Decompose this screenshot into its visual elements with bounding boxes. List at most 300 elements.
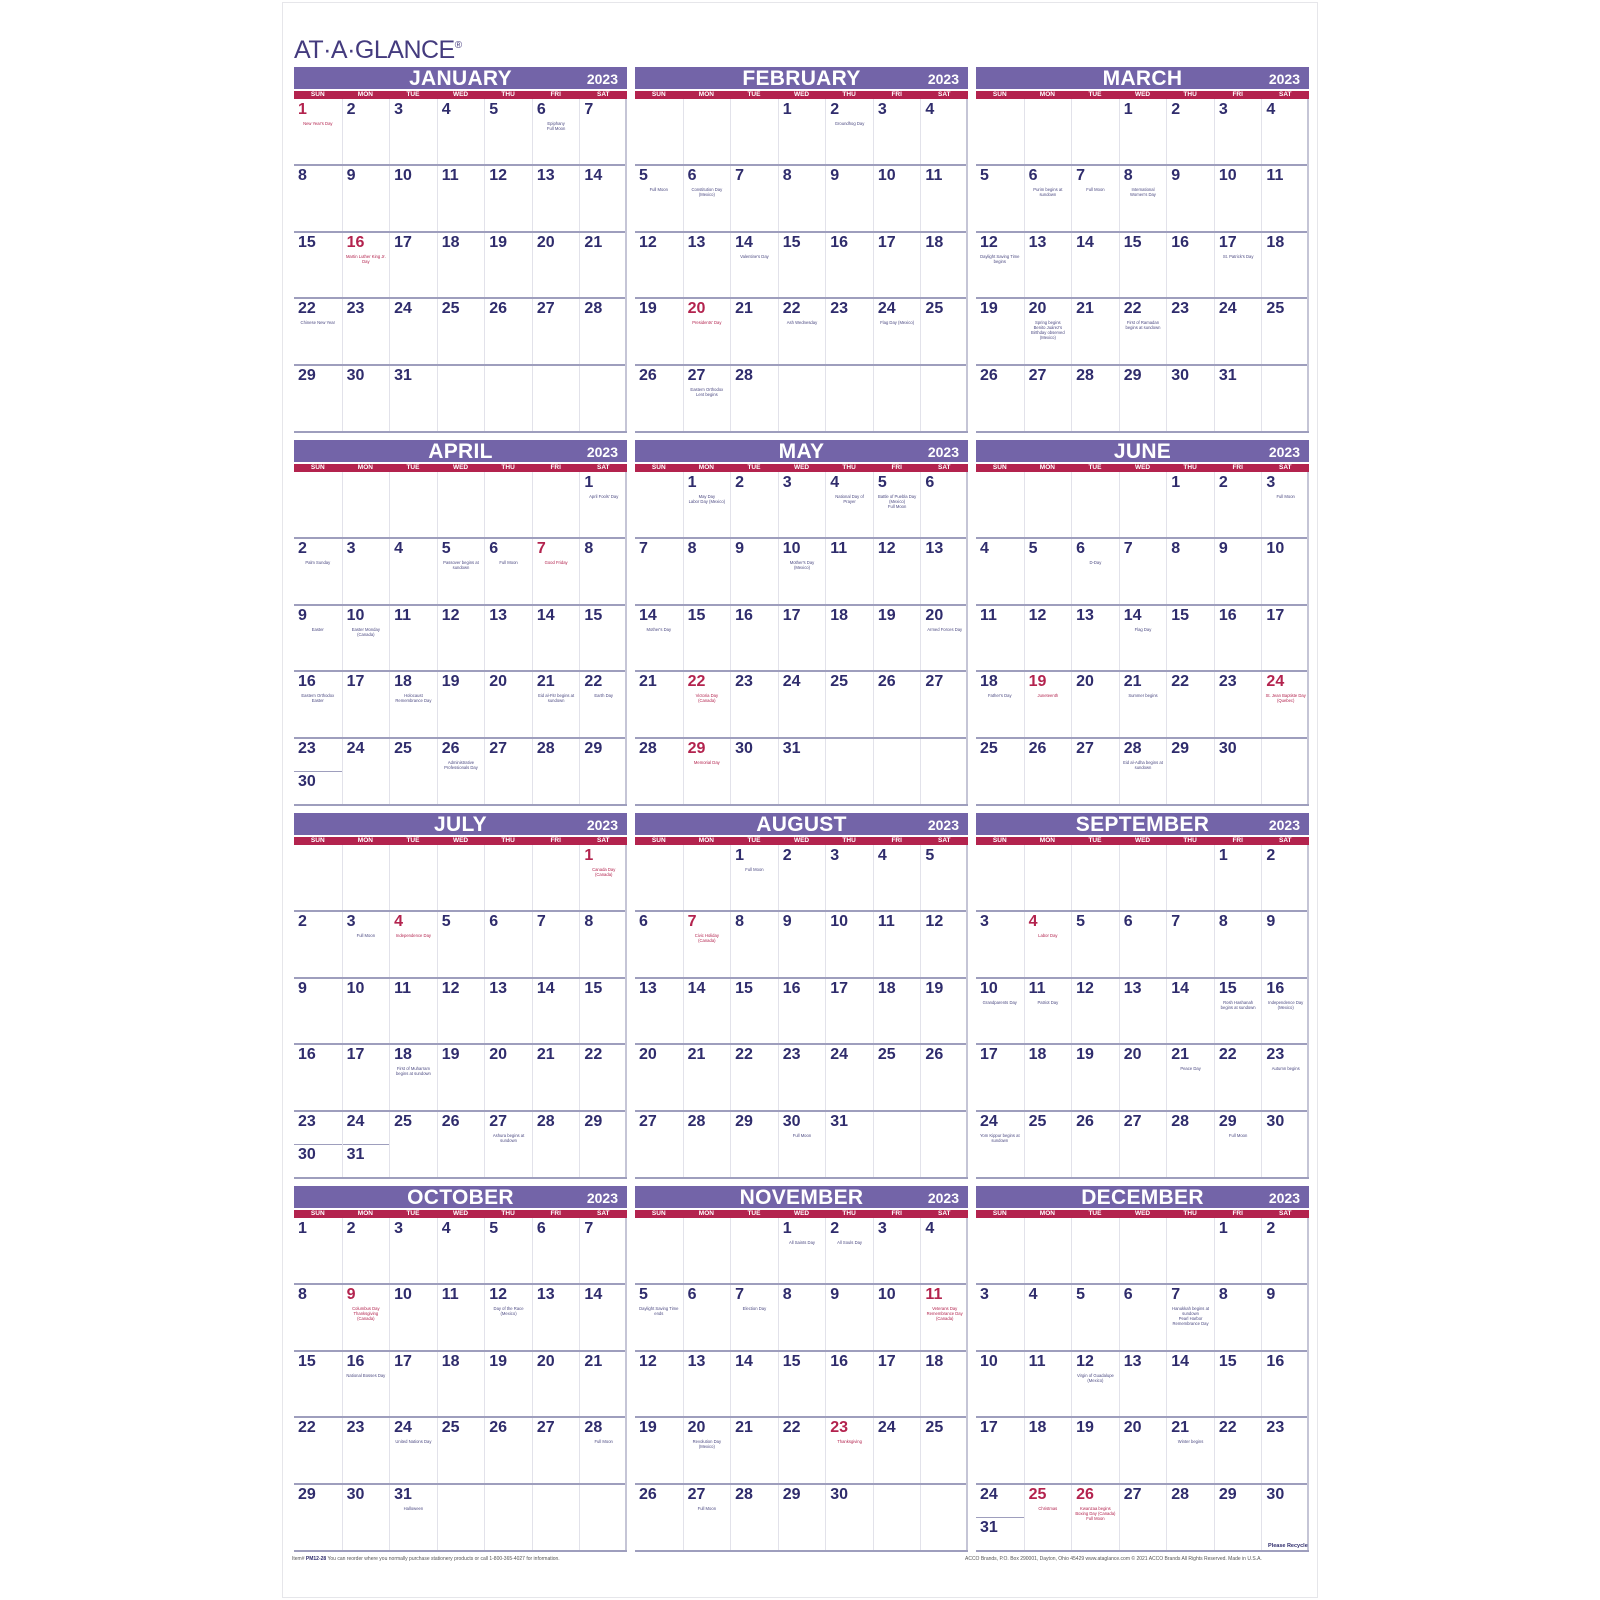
day-cell[interactable] — [579, 738, 627, 804]
day-cell[interactable] — [389, 978, 437, 1044]
day-cell[interactable] — [294, 1044, 342, 1110]
day-cell[interactable] — [1261, 99, 1309, 165]
day-cell[interactable] — [976, 538, 1024, 604]
day-cell[interactable] — [1166, 605, 1214, 671]
day-cell[interactable] — [873, 99, 921, 165]
day-cell[interactable] — [1024, 978, 1072, 1044]
day-cell[interactable] — [294, 1284, 342, 1350]
day-cell[interactable] — [1214, 1111, 1262, 1177]
day-cell[interactable] — [342, 298, 390, 364]
day-cell[interactable] — [730, 472, 778, 538]
day-cell[interactable] — [389, 472, 437, 538]
day-cell[interactable] — [1214, 298, 1262, 364]
day-cell[interactable] — [778, 1351, 826, 1417]
day-cell[interactable] — [778, 671, 826, 737]
day-cell[interactable] — [484, 1417, 532, 1483]
day-cell[interactable] — [825, 978, 873, 1044]
day-cell[interactable] — [484, 232, 532, 298]
day-cell[interactable] — [342, 1044, 390, 1110]
day-cell[interactable] — [389, 1484, 437, 1550]
day-cell[interactable] — [1119, 232, 1167, 298]
day-cell[interactable] — [976, 845, 1024, 911]
day-cell[interactable] — [976, 1111, 1024, 1177]
day-cell[interactable] — [1119, 1351, 1167, 1417]
day-cell[interactable] — [294, 738, 342, 804]
day-cell[interactable] — [1024, 472, 1072, 538]
day-cell[interactable] — [778, 165, 826, 231]
day-cell[interactable] — [389, 845, 437, 911]
day-cell[interactable] — [1024, 232, 1072, 298]
day-cell[interactable] — [1071, 1044, 1119, 1110]
day-cell[interactable] — [1119, 472, 1167, 538]
day-cell[interactable] — [1119, 538, 1167, 604]
day-cell[interactable] — [683, 605, 731, 671]
day-cell[interactable] — [635, 1484, 683, 1550]
day-cell[interactable] — [389, 671, 437, 737]
day-cell[interactable] — [1214, 671, 1262, 737]
day-cell[interactable] — [579, 845, 627, 911]
day-cell[interactable] — [730, 911, 778, 977]
day-cell[interactable] — [389, 365, 437, 431]
day-cell[interactable] — [294, 538, 342, 604]
day-cell[interactable] — [683, 845, 731, 911]
day-cell[interactable] — [484, 1284, 532, 1350]
day-cell[interactable] — [1261, 1284, 1309, 1350]
day-cell[interactable] — [437, 298, 485, 364]
day-cell[interactable] — [1071, 472, 1119, 538]
day-cell[interactable] — [778, 538, 826, 604]
day-cell[interactable] — [976, 232, 1024, 298]
day-cell[interactable] — [920, 1284, 968, 1350]
day-cell[interactable] — [579, 1284, 627, 1350]
day-cell[interactable] — [1214, 1218, 1262, 1284]
day-cell[interactable] — [532, 1218, 580, 1284]
day-cell[interactable] — [532, 978, 580, 1044]
day-cell[interactable] — [1214, 1284, 1262, 1350]
day-cell[interactable] — [1024, 1484, 1072, 1550]
day-cell[interactable] — [579, 232, 627, 298]
day-cell[interactable] — [1071, 1218, 1119, 1284]
day-cell[interactable] — [1071, 738, 1119, 804]
day-cell[interactable] — [294, 1218, 342, 1284]
day-cell[interactable] — [778, 1044, 826, 1110]
day-cell[interactable] — [579, 365, 627, 431]
day-cell[interactable] — [1071, 1417, 1119, 1483]
day-cell[interactable] — [920, 1218, 968, 1284]
day-cell[interactable] — [976, 1284, 1024, 1350]
day-cell[interactable] — [437, 1284, 485, 1350]
day-cell[interactable] — [683, 365, 731, 431]
day-cell[interactable] — [389, 1417, 437, 1483]
day-cell[interactable] — [873, 1484, 921, 1550]
day-cell[interactable] — [1119, 978, 1167, 1044]
day-cell[interactable] — [579, 671, 627, 737]
day-cell[interactable] — [1024, 1284, 1072, 1350]
day-cell[interactable] — [976, 472, 1024, 538]
day-cell[interactable] — [635, 1218, 683, 1284]
day-cell[interactable] — [730, 232, 778, 298]
day-cell[interactable] — [389, 298, 437, 364]
day-cell[interactable] — [1071, 911, 1119, 977]
day-cell[interactable] — [579, 165, 627, 231]
day-cell[interactable] — [683, 99, 731, 165]
day-cell[interactable] — [1166, 978, 1214, 1044]
day-cell[interactable] — [437, 1351, 485, 1417]
day-cell[interactable] — [342, 738, 390, 804]
day-cell[interactable] — [778, 232, 826, 298]
day-cell[interactable] — [1261, 1484, 1309, 1550]
day-cell[interactable] — [1166, 232, 1214, 298]
day-cell[interactable] — [976, 99, 1024, 165]
day-cell[interactable] — [342, 671, 390, 737]
day-cell[interactable] — [635, 738, 683, 804]
day-cell[interactable] — [873, 232, 921, 298]
day-cell[interactable] — [730, 845, 778, 911]
day-cell[interactable] — [976, 1218, 1024, 1284]
day-cell[interactable] — [532, 911, 580, 977]
day-cell[interactable] — [1071, 1284, 1119, 1350]
day-cell[interactable] — [389, 1111, 437, 1177]
day-cell[interactable] — [437, 1111, 485, 1177]
day-cell[interactable] — [1261, 1044, 1309, 1110]
day-cell[interactable] — [873, 472, 921, 538]
day-cell[interactable] — [730, 365, 778, 431]
day-cell[interactable] — [294, 232, 342, 298]
day-cell[interactable] — [873, 1284, 921, 1350]
day-cell[interactable] — [635, 605, 683, 671]
day-cell[interactable] — [683, 1417, 731, 1483]
day-cell[interactable] — [342, 1218, 390, 1284]
day-cell[interactable] — [1119, 1111, 1167, 1177]
day-cell[interactable] — [635, 978, 683, 1044]
day-cell[interactable] — [484, 605, 532, 671]
day-cell[interactable] — [825, 738, 873, 804]
day-cell[interactable] — [976, 978, 1024, 1044]
day-cell[interactable] — [389, 1044, 437, 1110]
day-cell[interactable] — [1214, 538, 1262, 604]
day-cell[interactable] — [1071, 538, 1119, 604]
day-cell[interactable] — [635, 671, 683, 737]
day-cell[interactable] — [484, 1218, 532, 1284]
day-cell[interactable] — [484, 978, 532, 1044]
day-cell[interactable] — [1024, 165, 1072, 231]
day-cell[interactable] — [635, 365, 683, 431]
day-cell[interactable] — [730, 538, 778, 604]
day-cell[interactable] — [1261, 365, 1309, 431]
day-cell[interactable] — [1071, 232, 1119, 298]
day-cell[interactable] — [437, 165, 485, 231]
day-cell[interactable] — [1214, 1351, 1262, 1417]
day-cell[interactable] — [873, 538, 921, 604]
day-cell[interactable] — [730, 298, 778, 364]
day-cell[interactable] — [1261, 605, 1309, 671]
day-cell[interactable] — [920, 978, 968, 1044]
day-cell[interactable] — [873, 365, 921, 431]
day-cell[interactable] — [579, 1417, 627, 1483]
day-cell[interactable] — [635, 1417, 683, 1483]
day-cell[interactable] — [920, 472, 968, 538]
day-cell[interactable] — [1119, 1417, 1167, 1483]
day-cell[interactable] — [683, 232, 731, 298]
day-cell[interactable] — [683, 1284, 731, 1350]
day-cell[interactable] — [976, 365, 1024, 431]
day-cell[interactable] — [437, 1218, 485, 1284]
day-cell[interactable] — [579, 605, 627, 671]
day-cell[interactable] — [532, 365, 580, 431]
day-cell[interactable] — [1024, 1351, 1072, 1417]
day-cell[interactable] — [683, 298, 731, 364]
day-cell[interactable] — [484, 738, 532, 804]
day-cell[interactable] — [778, 1284, 826, 1350]
day-cell[interactable] — [1166, 1417, 1214, 1483]
day-cell[interactable] — [1071, 1484, 1119, 1550]
day-cell[interactable] — [1119, 1484, 1167, 1550]
day-cell[interactable] — [635, 1351, 683, 1417]
day-cell[interactable] — [1119, 165, 1167, 231]
day-cell[interactable] — [1166, 165, 1214, 231]
day-cell[interactable] — [1024, 298, 1072, 364]
day-cell[interactable] — [1071, 365, 1119, 431]
day-cell[interactable] — [579, 1218, 627, 1284]
day-cell[interactable] — [683, 1044, 731, 1110]
day-cell[interactable] — [1261, 845, 1309, 911]
day-cell[interactable] — [873, 738, 921, 804]
day-cell[interactable] — [1024, 1044, 1072, 1110]
day-cell[interactable] — [342, 605, 390, 671]
day-cell[interactable] — [1166, 1284, 1214, 1350]
day-cell[interactable] — [1214, 738, 1262, 804]
day-cell[interactable] — [873, 671, 921, 737]
day-cell[interactable] — [825, 538, 873, 604]
day-cell[interactable] — [683, 538, 731, 604]
day-cell[interactable] — [1166, 1218, 1214, 1284]
day-cell[interactable] — [825, 1484, 873, 1550]
day-cell[interactable] — [1261, 232, 1309, 298]
day-cell[interactable] — [976, 911, 1024, 977]
day-cell[interactable] — [294, 605, 342, 671]
day-cell[interactable] — [437, 1044, 485, 1110]
day-cell[interactable] — [873, 1218, 921, 1284]
day-cell[interactable] — [1214, 1484, 1262, 1550]
day-cell[interactable] — [389, 1351, 437, 1417]
day-cell[interactable] — [920, 1044, 968, 1110]
day-cell[interactable] — [1119, 671, 1167, 737]
day-cell[interactable] — [437, 671, 485, 737]
day-cell[interactable] — [976, 298, 1024, 364]
day-cell[interactable] — [579, 1044, 627, 1110]
day-cell[interactable] — [1214, 911, 1262, 977]
day-cell[interactable] — [920, 911, 968, 977]
day-cell[interactable] — [579, 99, 627, 165]
day-cell[interactable] — [778, 978, 826, 1044]
day-cell[interactable] — [635, 165, 683, 231]
day-cell[interactable] — [1166, 99, 1214, 165]
day-cell[interactable] — [920, 1351, 968, 1417]
day-cell[interactable] — [730, 1044, 778, 1110]
day-cell[interactable] — [342, 538, 390, 604]
day-cell[interactable] — [825, 365, 873, 431]
day-cell[interactable] — [976, 1484, 1024, 1550]
day-cell[interactable] — [1166, 911, 1214, 977]
day-cell[interactable] — [1261, 978, 1309, 1044]
day-cell[interactable] — [1119, 738, 1167, 804]
day-cell[interactable] — [389, 538, 437, 604]
day-cell[interactable] — [825, 99, 873, 165]
day-cell[interactable] — [778, 1111, 826, 1177]
day-cell[interactable] — [484, 472, 532, 538]
day-cell[interactable] — [484, 845, 532, 911]
day-cell[interactable] — [342, 99, 390, 165]
day-cell[interactable] — [873, 298, 921, 364]
day-cell[interactable] — [683, 671, 731, 737]
day-cell[interactable] — [1261, 472, 1309, 538]
day-cell[interactable] — [1071, 845, 1119, 911]
day-cell[interactable] — [1119, 1218, 1167, 1284]
day-cell[interactable] — [342, 165, 390, 231]
day-cell[interactable] — [1119, 298, 1167, 364]
day-cell[interactable] — [976, 605, 1024, 671]
day-cell[interactable] — [873, 978, 921, 1044]
day-cell[interactable] — [1214, 845, 1262, 911]
day-cell[interactable] — [1071, 298, 1119, 364]
day-cell[interactable] — [1071, 99, 1119, 165]
day-cell[interactable] — [437, 99, 485, 165]
day-cell[interactable] — [1214, 1044, 1262, 1110]
day-cell[interactable] — [294, 298, 342, 364]
day-cell[interactable] — [683, 978, 731, 1044]
day-cell[interactable] — [1166, 538, 1214, 604]
day-cell[interactable] — [825, 1044, 873, 1110]
day-cell[interactable] — [778, 911, 826, 977]
day-cell[interactable] — [1119, 365, 1167, 431]
day-cell[interactable] — [1261, 911, 1309, 977]
day-cell[interactable] — [579, 1351, 627, 1417]
day-cell[interactable] — [920, 99, 968, 165]
day-cell[interactable] — [683, 1111, 731, 1177]
day-cell[interactable] — [389, 738, 437, 804]
day-cell[interactable] — [484, 1484, 532, 1550]
day-cell[interactable] — [976, 1351, 1024, 1417]
day-cell[interactable] — [825, 911, 873, 977]
day-cell[interactable] — [532, 232, 580, 298]
day-cell[interactable] — [294, 1351, 342, 1417]
day-cell[interactable] — [579, 978, 627, 1044]
day-cell[interactable] — [1166, 1111, 1214, 1177]
day-cell[interactable] — [778, 99, 826, 165]
day-cell[interactable] — [484, 538, 532, 604]
day-cell[interactable] — [873, 1044, 921, 1110]
day-cell[interactable] — [294, 365, 342, 431]
day-cell[interactable] — [976, 1417, 1024, 1483]
day-cell[interactable] — [484, 165, 532, 231]
day-cell[interactable] — [1261, 738, 1309, 804]
day-cell[interactable] — [730, 671, 778, 737]
day-cell[interactable] — [825, 1111, 873, 1177]
day-cell[interactable] — [635, 538, 683, 604]
day-cell[interactable] — [1261, 1218, 1309, 1284]
day-cell[interactable] — [1119, 1284, 1167, 1350]
day-cell[interactable] — [635, 232, 683, 298]
day-cell[interactable] — [825, 1218, 873, 1284]
day-cell[interactable] — [389, 1284, 437, 1350]
day-cell[interactable] — [1024, 365, 1072, 431]
day-cell[interactable] — [873, 1351, 921, 1417]
day-cell[interactable] — [532, 1351, 580, 1417]
day-cell[interactable] — [825, 1351, 873, 1417]
day-cell[interactable] — [635, 1044, 683, 1110]
day-cell[interactable] — [920, 538, 968, 604]
day-cell[interactable] — [532, 1111, 580, 1177]
day-cell[interactable] — [532, 1044, 580, 1110]
day-cell[interactable] — [976, 1044, 1024, 1110]
day-cell[interactable] — [532, 538, 580, 604]
day-cell[interactable] — [920, 1111, 968, 1177]
day-cell[interactable] — [389, 99, 437, 165]
day-cell[interactable] — [873, 165, 921, 231]
day-cell[interactable] — [778, 738, 826, 804]
day-cell[interactable] — [1024, 845, 1072, 911]
day-cell[interactable] — [579, 1111, 627, 1177]
day-cell[interactable] — [294, 1484, 342, 1550]
day-cell[interactable] — [342, 1351, 390, 1417]
day-cell[interactable] — [920, 365, 968, 431]
day-cell[interactable] — [1261, 538, 1309, 604]
day-cell[interactable] — [1166, 738, 1214, 804]
day-cell[interactable] — [825, 165, 873, 231]
day-cell[interactable] — [437, 538, 485, 604]
day-cell[interactable] — [1214, 605, 1262, 671]
day-cell[interactable] — [532, 1284, 580, 1350]
day-cell[interactable] — [920, 1417, 968, 1483]
day-cell[interactable] — [532, 605, 580, 671]
day-cell[interactable] — [635, 911, 683, 977]
day-cell[interactable] — [342, 1484, 390, 1550]
day-cell[interactable] — [825, 671, 873, 737]
day-cell[interactable] — [730, 1484, 778, 1550]
day-cell[interactable] — [920, 298, 968, 364]
day-cell[interactable] — [579, 911, 627, 977]
day-cell[interactable] — [730, 738, 778, 804]
day-cell[interactable] — [1214, 1417, 1262, 1483]
day-cell[interactable] — [1214, 165, 1262, 231]
day-cell[interactable] — [1166, 1484, 1214, 1550]
day-cell[interactable] — [294, 911, 342, 977]
day-cell[interactable] — [635, 845, 683, 911]
day-cell[interactable] — [437, 1417, 485, 1483]
day-cell[interactable] — [1024, 1218, 1072, 1284]
day-cell[interactable] — [778, 298, 826, 364]
day-cell[interactable] — [294, 978, 342, 1044]
day-cell[interactable] — [532, 472, 580, 538]
day-cell[interactable] — [484, 365, 532, 431]
day-cell[interactable] — [389, 1218, 437, 1284]
day-cell[interactable] — [730, 1284, 778, 1350]
day-cell[interactable] — [532, 165, 580, 231]
day-cell[interactable] — [342, 978, 390, 1044]
day-cell[interactable] — [532, 298, 580, 364]
day-cell[interactable] — [920, 671, 968, 737]
day-cell[interactable] — [730, 99, 778, 165]
day-cell[interactable] — [873, 605, 921, 671]
day-cell[interactable] — [1024, 99, 1072, 165]
day-cell[interactable] — [1166, 298, 1214, 364]
day-cell[interactable] — [825, 605, 873, 671]
day-cell[interactable] — [778, 365, 826, 431]
day-cell[interactable] — [730, 605, 778, 671]
day-cell[interactable] — [683, 165, 731, 231]
day-cell[interactable] — [579, 1484, 627, 1550]
day-cell[interactable] — [825, 845, 873, 911]
